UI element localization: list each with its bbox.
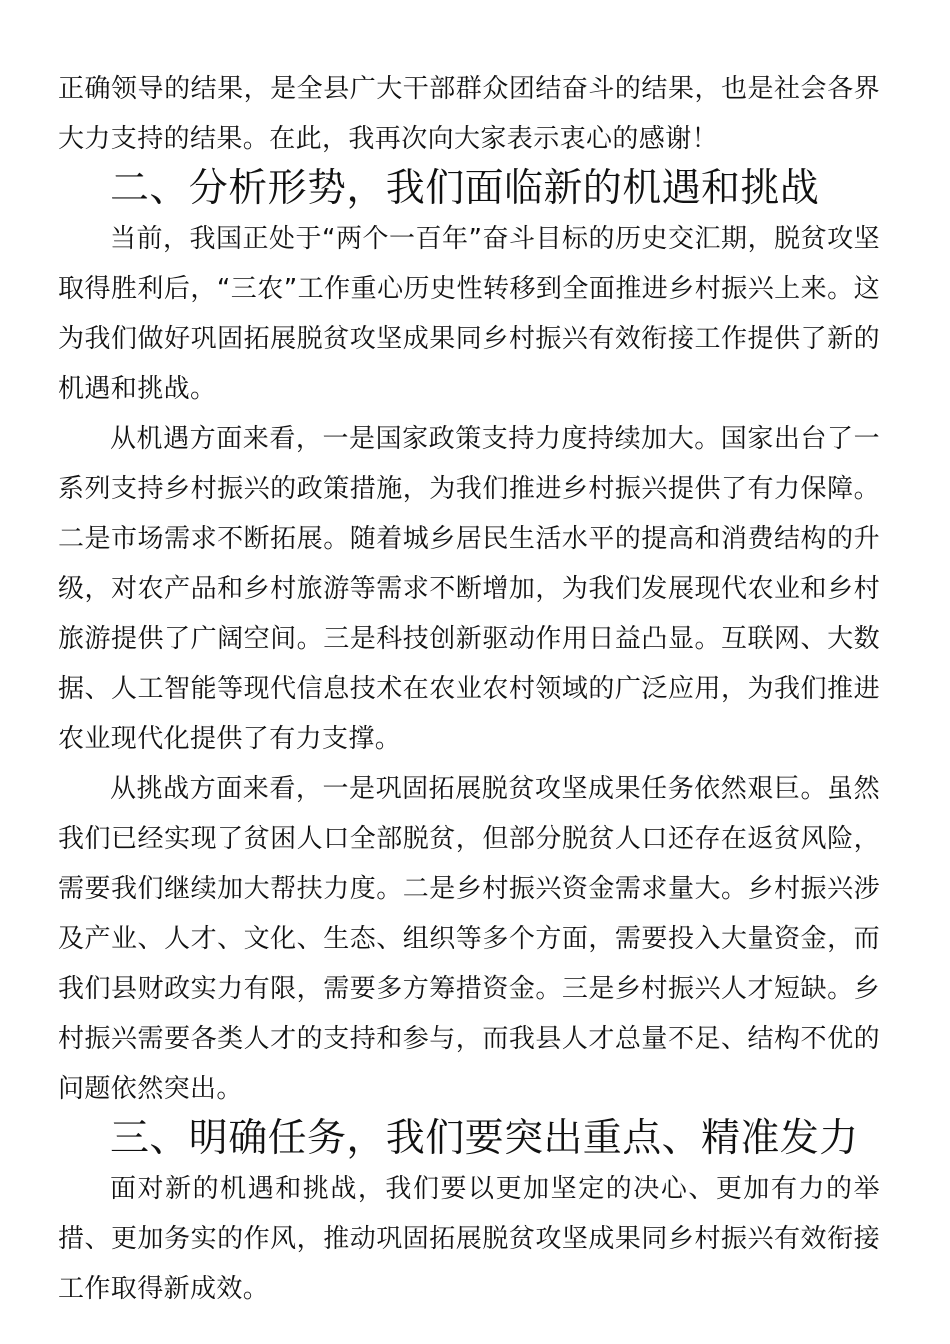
paragraph-current-situation: 当前，我国正处于“两个一百年”奋斗目标的历史交汇期，脱贫攻坚取得胜利后，“三农”工作重心历史性转移到全面推进乡村振兴上来。这为我们做好巩固拓展脱贫攻坚成果同乡村振兴有效衔接工作提供了新的机遇和挑战。 — [58, 224, 880, 404]
paragraph-continuation: 正确领导的结果，是全县广大干部群众团结奋斗的结果，也是社会各界大力支持的结果。在此，我再次向大家表示衷心的感谢！ — [58, 74, 880, 154]
section-heading-two: 二、分析形势，我们面临新的机遇和挑战 — [110, 166, 820, 211]
paragraph-challenges: 从挑战方面来看，一是巩固拓展脱贫攻坚成果任务依然艰巨。虽然我们已经实现了贫困人口全部脱贫，但部分脱贫人口还存在返贫风险，需要我们继续加大帮扶力度。二是乡村振兴资金需求量大。乡村振兴涉及产业、人才、文化、生态、组织等多个方面，需要投入大量资金，而我们县财政实力有限，需要多方筹措资金。三是乡村振兴人才短缺。乡村振兴需要各类人才的支持和参与，而我县人才总量不足、结构不优的问题依然突出。 — [58, 774, 880, 1104]
paragraph-opportunities: 从机遇方面来看，一是国家政策支持力度持续加大。国家出台了一系列支持乡村振兴的政策措施，为我们推进乡村振兴提供了有力保障。二是市场需求不断拓展。随着城乡居民生活水平的提高和消费结构的升级，对农产品和乡村旅游等需求不断增加，为我们发展现代农业和乡村旅游提供了广阔空间。三是科技创新驱动作用日益凸显。互联网、大数据、人工智能等现代信息技术在农业农村领域的广泛应用，为我们推进农业现代化提供了有力支撑。 — [58, 424, 880, 754]
section-heading-three: 三、明确任务，我们要突出重点、精准发力 — [110, 1116, 859, 1161]
paragraph-tasks: 面对新的机遇和挑战，我们要以更加坚定的决心、更加有力的举措、更加务实的作风，推动巩固拓展脱贫攻坚成果同乡村振兴有效衔接工作取得新成效。 — [58, 1174, 880, 1304]
document-page — [58, 64, 880, 1314]
